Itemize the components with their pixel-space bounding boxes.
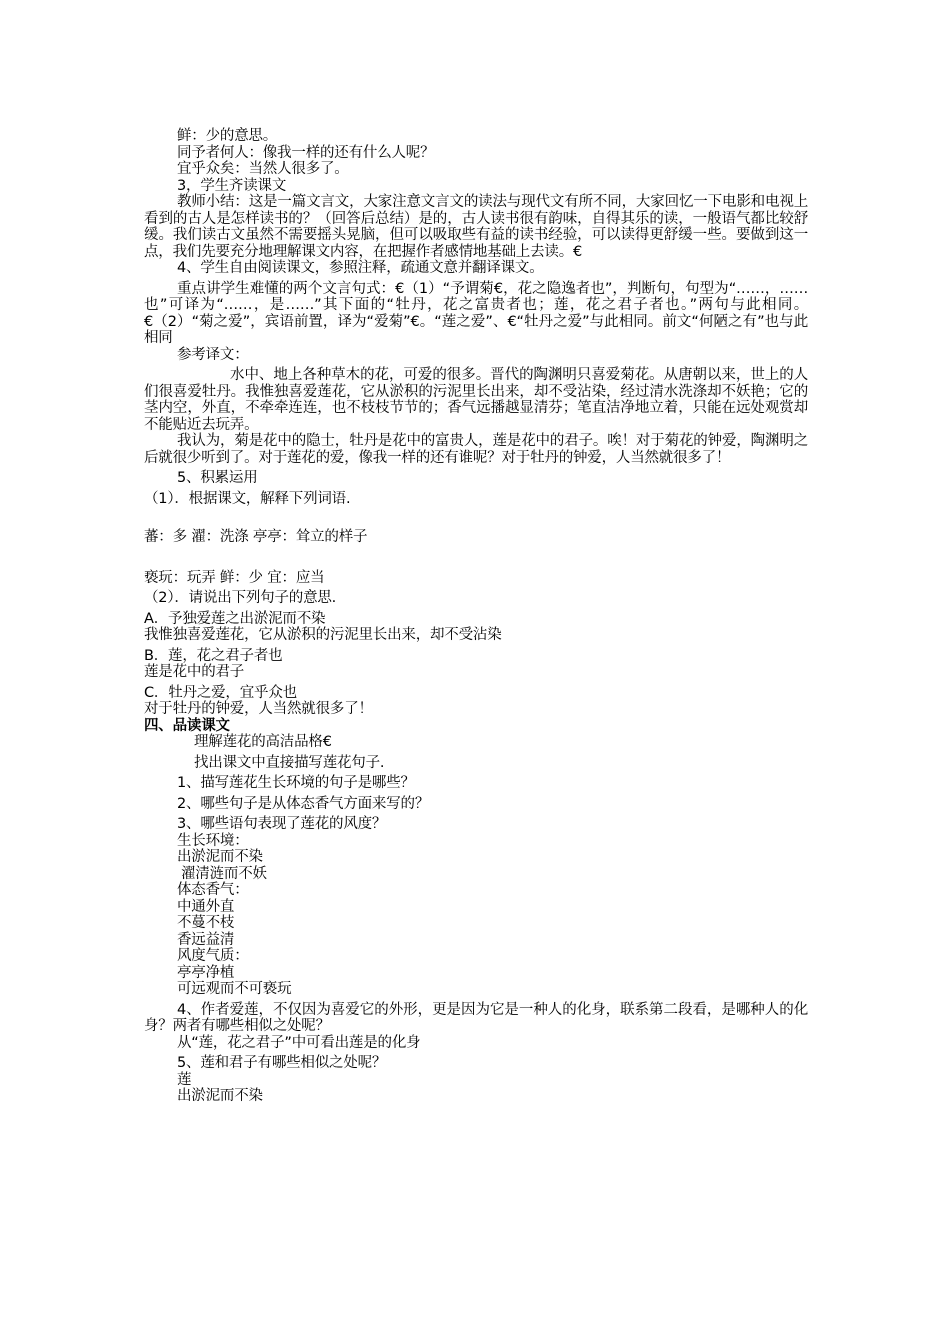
text-line: 我惟独喜爱莲花，它从淤积的污泥里长出来，却不受沾染 xyxy=(144,627,502,643)
text-line: 同予者何人：像我一样的还有什么人呢？ xyxy=(177,144,435,161)
text-line: 出淤泥而不染 xyxy=(177,1088,263,1104)
text-line: （1）．根据课文，解释下列词语. xyxy=(144,490,351,507)
text-line: 2、哪些句子是从体态香气方面来写的？ xyxy=(177,795,430,812)
text-line: 莲 xyxy=(177,1071,192,1088)
text-line: 参考译文： xyxy=(177,346,249,363)
text-line: 4、学生自由阅读课文，参照注释，疏通文意并翻译课文。 xyxy=(177,260,544,276)
text-line: 对于牡丹的钟爱，人当然就很多了！ xyxy=(144,701,373,717)
text-line: （2）．请说出下列句子的意思. xyxy=(144,590,337,606)
text-line: 鲜：少的意思。 xyxy=(177,128,278,144)
text-line: 可远观而不可亵玩 xyxy=(177,981,292,997)
text-line: 3、哪些语句表现了莲花的风度？ xyxy=(177,816,387,832)
text-line: 生长环境： xyxy=(177,832,249,849)
text-line: 宜乎众矣：当然人很多了。 xyxy=(177,161,349,177)
text-line: 香远益清 xyxy=(177,931,235,948)
paragraph: 重点讲学生难懂的两个文言句式：€（1）“予谓菊€，花之隐逸者也”，判断句，句型为“……，……也”可译为“……，是……”其下面的“牡丹，花之富贵者也；莲，花之君子者也。”两句与此相同。€（2）“菊之爱”，宾语前置，译为“爱菊”€。“莲之爱”、€“牡丹之爱”与此相同。前文“何陋之有”也与此相同 xyxy=(144,280,808,346)
paragraph: 4、作者爱莲，不仅因为喜爱它的外形，更是因为它是一种人的化身，联系第二段看，是哪种人的化身？两者有哪些相似之处呢？ xyxy=(144,1001,808,1034)
text-line: 出淤泥而不染 xyxy=(177,849,263,865)
text-line: 理解莲花的高洁品格€ xyxy=(194,734,332,750)
text-line: 濯清涟而不妖 xyxy=(181,865,267,882)
text-line: 3，学生齐读课文 xyxy=(177,177,287,194)
section-heading: 四、品读课文 xyxy=(144,717,230,734)
paragraph: 我认为，菊是花中的隐士，牡丹是花中的富贵人，莲是花中的君子。唉！对于菊花的钟爱，陶渊明之后就很少听到了。对于莲花的爱，像我一样的还有谁呢？对于牡丹的钟爱，人当然就很多了！ xyxy=(144,433,808,466)
text-line: 蕃：多 濯：洗涤 亭亭：耸立的样子 xyxy=(144,529,368,545)
paragraph: 水中、地上各种草木的花，可爱的很多。晋代的陶渊明只喜爱菊花。从唐朝以来，世上的人们很喜爱牡丹。我惟独喜爱莲花，它从淤积的污泥里长出来，却不受沾染，经过清水洗涤却不妖艳；它的茎内空，外直，不牵牵连连，也不枝枝节节的；香气远播越显清芬；笔直洁净地立着，只能在远处观赏却不能贴近去玩弄。 xyxy=(144,367,808,433)
text-line: 1、描写莲花生长环境的句子是哪些？ xyxy=(177,775,415,791)
text-line: C．牡丹之爱，宜乎众也 xyxy=(144,684,297,701)
text-line: 体态香气： xyxy=(177,882,249,898)
text-line: B．莲，花之君子者也 xyxy=(144,647,283,664)
text-line: 5、积累运用 xyxy=(177,470,258,486)
paragraph: 教师小结：这是一篇文言文，大家注意文言文的读法与现代文有所不同，大家回忆一下电影和电视上看到的古人是怎样读书的？（回答后总结）是的，古人读书很有韵味，自得其乐的读，一般语气都比较舒缓。我们读古文虽然不需要摇头晃脑，但可以吸取些有益的读书经验，可以读得更舒缓一些。要做到这一点，我们先要充分地理解课文内容，在把握作者感情地基础上去读。€ xyxy=(144,194,808,260)
text-line: 从“莲，花之君子”中可看出莲是的化身 xyxy=(177,1034,421,1051)
text-line: 不蔓不枝 xyxy=(177,915,235,931)
text-line: 亭亭净植 xyxy=(177,964,235,981)
text-line: 风度气质： xyxy=(177,948,249,964)
text-line: 中通外直 xyxy=(177,898,235,915)
text-line: 亵玩：玩弄 鲜：少 宜：应当 xyxy=(144,569,325,586)
text-line: A．予独爱莲之出淤泥而不染 xyxy=(144,610,326,627)
text-line: 找出课文中直接描写莲花句子. xyxy=(194,754,385,771)
text-line: 5、莲和君子有哪些相似之处呢？ xyxy=(177,1055,387,1071)
document-page xyxy=(144,128,808,1105)
text-line: 莲是花中的君子 xyxy=(144,664,245,680)
